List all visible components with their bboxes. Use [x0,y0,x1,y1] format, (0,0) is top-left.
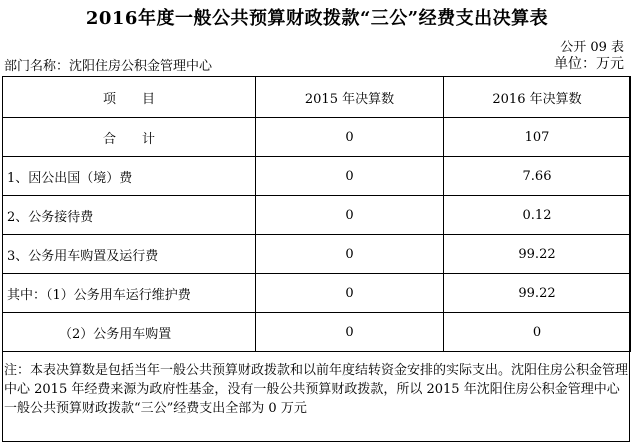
table-code: 公开 09 表 [560,40,624,55]
footnote: 注：本表决算数是包括当年一般公共预算财政拨款和以前年度结转资金安排的实际支出。沈阳住房公积金管理中心 2015 年经费来源为政府性基金，没有一般公共预算财政拨款，所以 2015 年沈阳住房公积金管理中心一般公共预算财政拨款“三公”经费支出全部为 0 万元 [4,363,629,416]
value-2016: 99.22 [444,274,631,313]
row-label: 3、公务用车购置及运行费 [3,235,256,274]
row-label: 2、公务接待费 [3,196,256,235]
column-header-2016: 2016 年决算数 [444,77,631,118]
value-2016: 0 [444,313,631,352]
value-2015: 0 [256,157,444,196]
unit-label: 单位：万元 [554,56,624,72]
value-2015: 0 [256,196,444,235]
value-2016: 0.12 [444,196,631,235]
row-label: 合 计 [3,118,256,157]
table-row [3,313,631,352]
expenditure-table [2,76,631,352]
value-2015: 0 [256,118,444,157]
row-label: （2）公务用车购置 [3,313,256,352]
column-header-2015: 2015 年决算数 [256,77,444,118]
page-title: 2016年度一般公共预算财政拨款“三公”经费支出决算表 [85,8,549,29]
table-row [3,274,631,313]
table-row-total [3,118,631,157]
value-2015: 0 [256,274,444,313]
table-row [3,157,631,196]
value-2016: 7.66 [444,157,631,196]
value-2016: 107 [444,118,631,157]
table-header-row [3,77,631,118]
row-label: 其中：（1）公务用车运行维护费 [3,274,256,313]
value-2016: 99.22 [444,235,631,274]
value-2015: 0 [256,235,444,274]
table-row [3,196,631,235]
department-name: 部门名称：沈阳住房公积金管理中心 [4,59,213,74]
column-header-item: 项 目 [3,77,256,118]
row-label: 1、因公出国（境）费 [3,157,256,196]
value-2015: 0 [256,313,444,352]
table-row [3,235,631,274]
